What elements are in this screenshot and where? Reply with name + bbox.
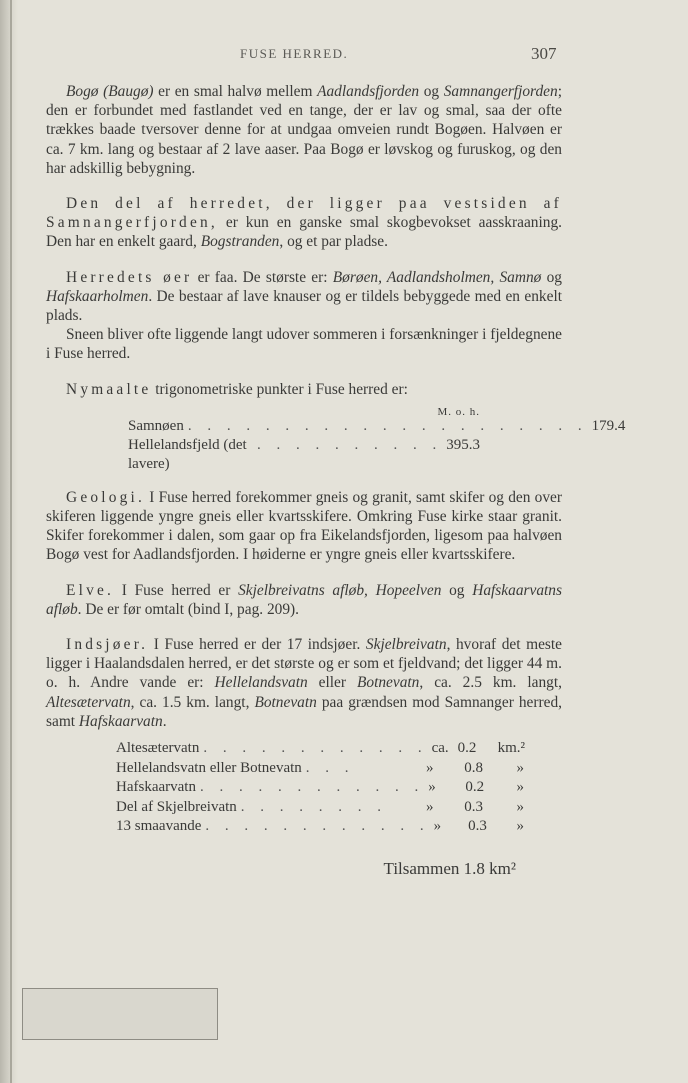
lake-area-table	[116, 739, 524, 878]
paragraph-indsjoer: Indsjøer. I Fuse herred er der 17 indsjøer. Skjelbreivatn, hvoraf det meste ligger i Haalandsdalen herred, er det største og er som et fjeldvand; det ligger 44 m. o. h. Andre vande er: Hellelandsvatn eller Botnevatn, ca. 2.5 km. langt, Altesætervatn, ca. 1.5 km. langt, Botnevatn paa grændsen mod Samnanger herred, samt Hafskaarvatn.	[46, 636, 562, 730]
running-head: FUSE HERRED.	[240, 46, 349, 61]
table-row: Samnøen . . . . . . . . . . . . . . . . . . . . . 179.4	[128, 417, 626, 434]
table-row: Hafskaarvatn . . . . . . . . . . . . » 0.2 »	[116, 779, 524, 796]
trig-point-table	[128, 403, 626, 474]
page-number: 307	[531, 44, 557, 63]
table-row: 13 smaavande . . . . . . . . . . . . » 0.3 »	[116, 818, 524, 835]
paragraph-geologi: Geologi. I Fuse herred forekommer gneis og granit, samt skifer og den over skiferen liggende yngre gneis eller kvartsskifere. Omkring Fuse kirke staar granit. Skifer forekommer i dalen, som gaar op fra Eikelandsfjorden, ligesom paa halvøen Bogø vest for Aadlandsfjorden. I høiderne er yngre gneis eller kvartsskifere.	[46, 488, 562, 564]
table-row: Altesætervatn . . . . . . . . . . . . ca. 0.2 km.²	[116, 740, 525, 757]
paragraph-elve: Elve. I Fuse herred er Skjelbreivatns afløb, Hopeelven og Hafskaarvatns afløb. De er før omtalt (bind I, pag. 209).	[46, 581, 562, 618]
lake-area-total: Tilsammen 1.8 km²	[383, 858, 516, 878]
library-label-box	[22, 988, 218, 1040]
table-row: Hellelandsfjeld (det lavere) . . . . . . . . . . 395.3	[128, 436, 480, 472]
page-binding-edge	[0, 0, 18, 1083]
paragraph-trig: Nymaalte trigonometriske punkter i Fuse herred er:	[66, 380, 408, 398]
paragraph-bogo: Bogø (Baugø) er en smal halvø mellem Aadlandsfjorden og Samnangerfjorden; den er forbundet med fastlandet ved en tange, der er lav og smal, saa der ofte trækkes baade tversover denne for at undgaa omveien rundt Bogøen. Halvøen er ca. 7 km. lang og bestaar af 2 lave aaser. Paa Bogø er løvskog og furuskog, og den har adskillig bebygning.	[46, 83, 562, 177]
page-body	[46, 82, 626, 878]
paragraph-sneen: Sneen bliver ofte liggende langt udover sommeren i forsænkninger i fjeldegnene i Fuse herred.	[46, 326, 562, 363]
table-row: Del af Skjelbreivatn . . . . . . . . » 0.3 »	[116, 798, 524, 815]
table-row: Hellelandsvatn eller Botnevatn . . . » 0.8 »	[116, 759, 524, 776]
paragraph-vestside: Den del af herredet, der ligger paa vestsiden af Samnangerfjorden, er kun en ganske smal skogbevokset aasskraaning. Den har en enkelt gaard, Bogstranden, og et par pladse.	[46, 195, 562, 251]
unit-heading: M. o. h.	[437, 405, 480, 418]
paragraph-oer: Herredets øer er faa. De største er: Børøen, Aadlandsholmen, Samnø og Hafskaarholmen. De bestaar af lave knauser og er tildels bebyggede med en enkelt plads.	[46, 268, 562, 325]
